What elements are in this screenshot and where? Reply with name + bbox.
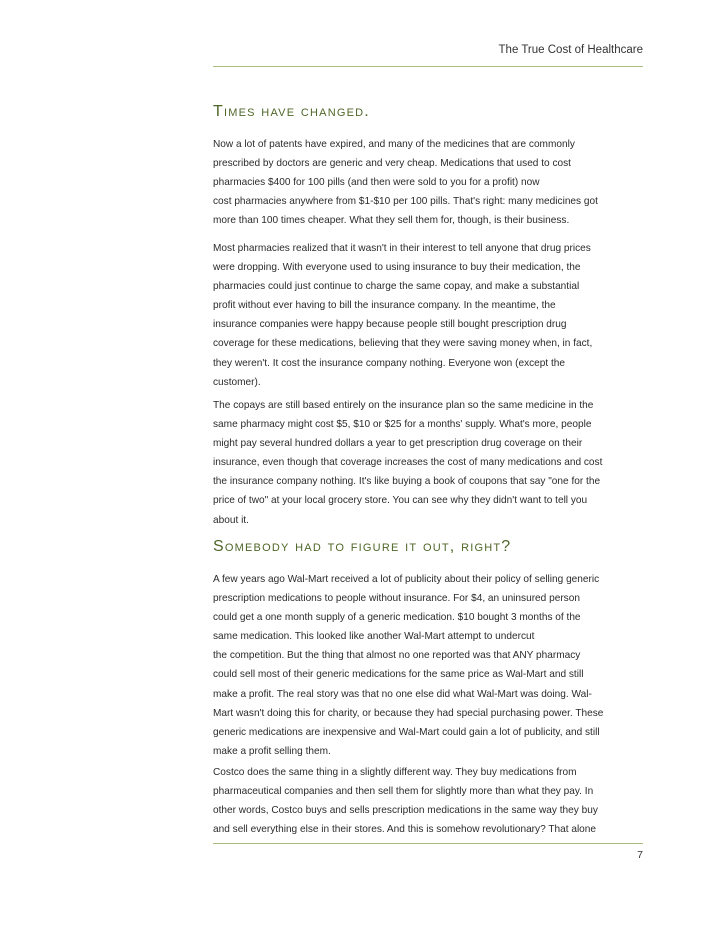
text-line: and sell everything else in their stores. And this is somehow revolutionary? That alone [213, 824, 597, 836]
text-line: make a profit. The real story was that no one else did what Wal-Mart was doing. Wal- [213, 688, 592, 700]
text-line: about it. [213, 514, 249, 526]
text-line: cost pharmacies anywhere from $1-$10 per 100 pills. That's right: many medicines got [213, 196, 598, 208]
header-divider [213, 66, 643, 67]
text-line: Costco does the same thing in a slightly different way. They buy medications from [213, 767, 577, 778]
text-line: profit without ever having to bill the insurance company. In the meantime, the [213, 300, 556, 312]
text-line: pharmacies could just continue to charge the same copay, and make a substantial [213, 281, 580, 293]
paragraph [213, 239, 643, 392]
text-line: coverage for these medications, believing that they were saving money when, in fact, [213, 338, 593, 350]
text-line: make a profit selling them. [213, 745, 331, 757]
text-line: A few years ago Wal-Mart received a lot of publicity about their policy of selling generic [213, 574, 600, 585]
text-line: prescribed by doctors are generic and very cheap. Medications that used to cost [213, 158, 571, 170]
text-line: they weren't. It cost the insurance company nothing. Everyone won (except the [213, 357, 566, 369]
text-line: same pharmacy might cost $5, $10 or $25 for a months' supply. What's more, people [213, 419, 592, 431]
text-line: could sell most of their generic medications for the same price as Wal-Mart and still [213, 669, 584, 681]
text-line: more than 100 times cheaper. What they sell them for, though, is their business. [213, 215, 570, 227]
page-number: 7 [637, 849, 643, 861]
text-line: other words, Costco buys and sells prescription medications in the same way they buy [213, 805, 598, 817]
paragraph [213, 135, 643, 230]
text-line: generic medications are inexpensive and Wal-Mart could gain a lot of publicity, and still [213, 726, 600, 738]
text-line: might pay several hundred dollars a year to get prescription drug coverage on their [213, 438, 583, 450]
footer-divider [213, 843, 643, 844]
text-line: could get a one month supply of a generic medication. $10 bought 3 months of the [213, 612, 581, 624]
running-header: The True Cost of Healthcare [498, 44, 643, 56]
section-heading-somebody-had-to-figure-it-out: Somebody had to figure it out, right? [213, 538, 512, 555]
text-line: insurance companies were happy because people still bought prescription drug [213, 319, 567, 331]
text-line: prescription medications to people without insurance. For $4, an uninsured person [213, 593, 580, 605]
text-line: price of two" at your local grocery store. You can see why they didn't want to tell you [213, 495, 588, 507]
text-line: same medication. This looked like another Wal-Mart attempt to undercut [213, 631, 535, 643]
text-line: pharmacies $400 for 100 pills (and then were sold to you for a profit) now [213, 177, 540, 189]
text-line: Most pharmacies realized that it wasn't in their interest to tell anyone that drug prices [213, 243, 591, 254]
paragraph [213, 570, 643, 761]
text-line: insurance, even though that coverage increases the cost of many medications and cost [213, 457, 603, 469]
text-line: The copays are still based entirely on the insurance plan so the same medicine in the [213, 400, 594, 411]
section-heading-times-have-changed: Times have changed. [213, 103, 370, 120]
paragraph [213, 396, 643, 530]
text-line: Mart wasn't doing this for charity, or because they had special purchasing power. These [213, 707, 604, 719]
text-line: the competition. But the thing that almost no one reported was that ANY pharmacy [213, 650, 581, 662]
paragraph [213, 763, 643, 839]
text-line: pharmaceutical companies and then sell them for slightly more than what they pay. In [213, 786, 594, 798]
text-line: customer). [213, 376, 261, 388]
text-line: were dropping. With everyone used to using insurance to buy their medication, the [213, 262, 581, 274]
text-line: the insurance company nothing. It's like buying a book of coupons that say "one for the [213, 476, 601, 488]
text-line: Now a lot of patents have expired, and many of the medicines that are commonly [213, 139, 575, 150]
